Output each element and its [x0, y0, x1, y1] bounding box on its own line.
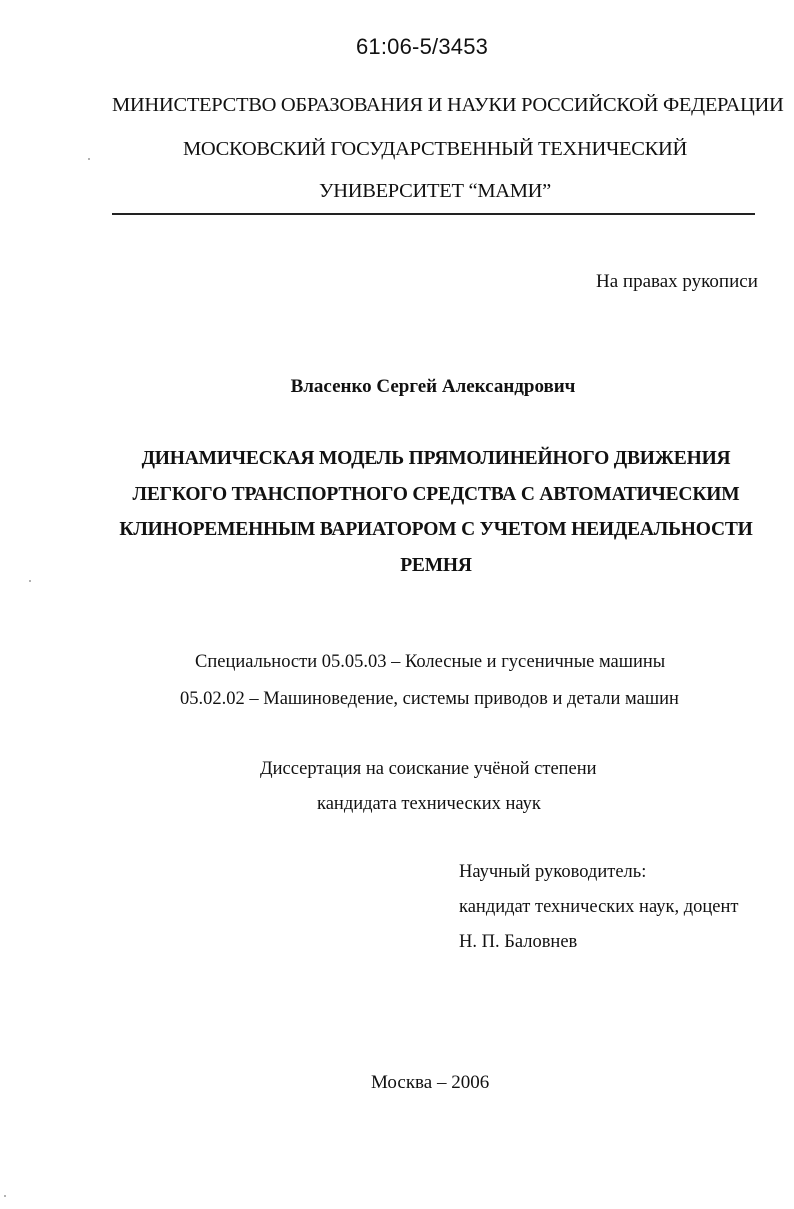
advisor-name: Н. П. Баловнев — [459, 932, 578, 952]
title-line: КЛИНОРЕМЕННЫМ ВАРИАТОРОМ С УЧЕТОМ НЕИДЕАЛЬНОСТИ — [119, 519, 753, 540]
university-heading-line2: УНИВЕРСИТЕТ “МАМИ” — [318, 180, 551, 202]
title-line: РЕМНЯ — [400, 554, 472, 576]
dissertation-title — [116, 441, 756, 583]
advisor-rank: кандидат технических наук, доцент — [459, 897, 739, 917]
scan-speck — [88, 158, 90, 160]
scan-speck — [29, 580, 31, 582]
title-line: ДИНАМИЧЕСКАЯ МОДЕЛЬ ПРЯМОЛИНЕЙНОГО ДВИЖЕНИЯ — [141, 448, 731, 469]
header-divider — [112, 213, 755, 215]
advisor-label: Научный руководитель: — [459, 862, 647, 882]
catalog-number: 61:06-5/3453 — [356, 34, 489, 59]
specialty-line2: 05.02.02 – Машиноведение, системы приводов и детали машин — [180, 689, 679, 709]
title-line: ЛЕГКОГО ТРАНСПОРТНОГО СРЕДСТВА С АВТОМАТИЧЕСКИМ — [132, 483, 740, 505]
university-heading-line1: МОСКОВСКИЙ ГОСУДАРСТВЕННЫЙ ТЕХНИЧЕСКИЙ — [182, 138, 688, 160]
degree-line2: кандидата технических наук — [317, 794, 541, 814]
manuscript-note: На правах рукописи — [596, 271, 758, 292]
author-name: Власенко Сергей Александрович — [290, 376, 576, 397]
city-year: Москва – 2006 — [371, 1072, 490, 1093]
ministry-heading: МИНИСТЕРСТВО ОБРАЗОВАНИЯ И НАУКИ РОССИЙСКОЙ ФЕДЕРАЦИИ — [112, 94, 784, 116]
degree-line1: Диссертация на соискание учёной степени — [260, 759, 597, 779]
scan-speck — [4, 1195, 6, 1197]
specialty-line1: Специальности 05.05.03 – Колесные и гусеничные машины — [195, 652, 666, 672]
